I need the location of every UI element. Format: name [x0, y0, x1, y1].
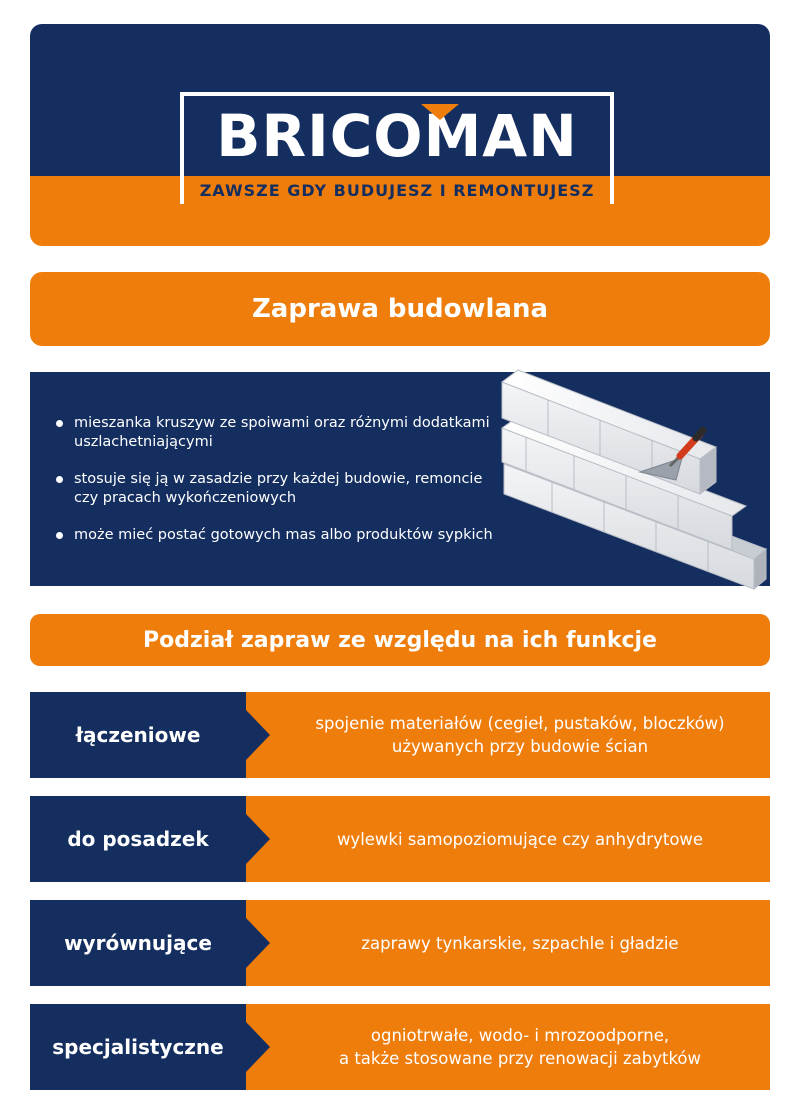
function-name: wyrównujące	[64, 931, 212, 955]
page-title: Zaprawa budowlana	[30, 272, 770, 346]
logo-brand-text: BRICOMAN	[216, 102, 578, 170]
logo-wordmark-area	[184, 96, 610, 176]
table-row	[30, 796, 770, 882]
arrow-right-icon	[246, 918, 270, 968]
list-item	[54, 414, 494, 452]
logo-roof-triangle-icon	[421, 104, 459, 120]
function-description-cell	[246, 796, 770, 882]
table-row	[30, 900, 770, 986]
bullet-icon	[56, 476, 63, 483]
arrow-right-icon	[246, 814, 270, 864]
function-description: spojenie materiałów (cegieł, pustaków, bloczków) używanych przy budowie ścian	[315, 714, 725, 756]
arrow-right-icon	[246, 1022, 270, 1072]
bullet-icon	[56, 420, 63, 427]
function-description-cell	[246, 900, 770, 986]
function-description: wylewki samopoziomujące czy anhydrytowe	[336, 829, 704, 849]
function-name: łączeniowe	[75, 723, 201, 747]
info-bullet-list	[54, 414, 494, 563]
arrow-right-icon	[246, 710, 270, 760]
info-panel	[30, 372, 770, 586]
logo-tagline-area	[184, 176, 610, 204]
function-name: specjalistyczne	[52, 1035, 224, 1059]
table-row	[30, 1004, 770, 1090]
bricoman-logo	[180, 92, 614, 204]
function-name-cell	[30, 1004, 246, 1090]
bullet-icon	[56, 532, 63, 539]
function-description-cell	[246, 692, 770, 778]
list-item	[54, 470, 494, 508]
brick-wall-with-trowel-icon	[470, 354, 770, 604]
list-item	[54, 526, 494, 545]
section-title: Podział zapraw ze względu na ich funkcje	[30, 614, 770, 666]
function-name-cell	[30, 900, 246, 986]
function-name-cell	[30, 796, 246, 882]
logo-tagline: ZAWSZE GDY BUDUJESZ I REMONTUJESZ	[199, 180, 595, 200]
bullet-text: może mieć postać gotowych mas albo produktów sypkich	[74, 527, 493, 543]
table-row	[30, 692, 770, 778]
function-name: do posadzek	[67, 827, 209, 851]
function-name-cell	[30, 692, 246, 778]
function-description: zaprawy tynkarskie, szpachle i gładzie	[361, 933, 679, 953]
bullet-text: mieszanka kruszyw ze spoiwami oraz różnymi dodatkami uszlachetniającymi	[74, 415, 490, 450]
function-description: ogniotrwałe, wodo- i mrozoodporne, a także stosowane przy renowacji zabytków	[338, 1026, 702, 1068]
function-description-cell	[246, 1004, 770, 1090]
bullet-text: stosuje się ją w zasadzie przy każdej budowie, remoncie czy pracach wykończeniowych	[74, 471, 483, 506]
header-banner	[30, 24, 770, 246]
